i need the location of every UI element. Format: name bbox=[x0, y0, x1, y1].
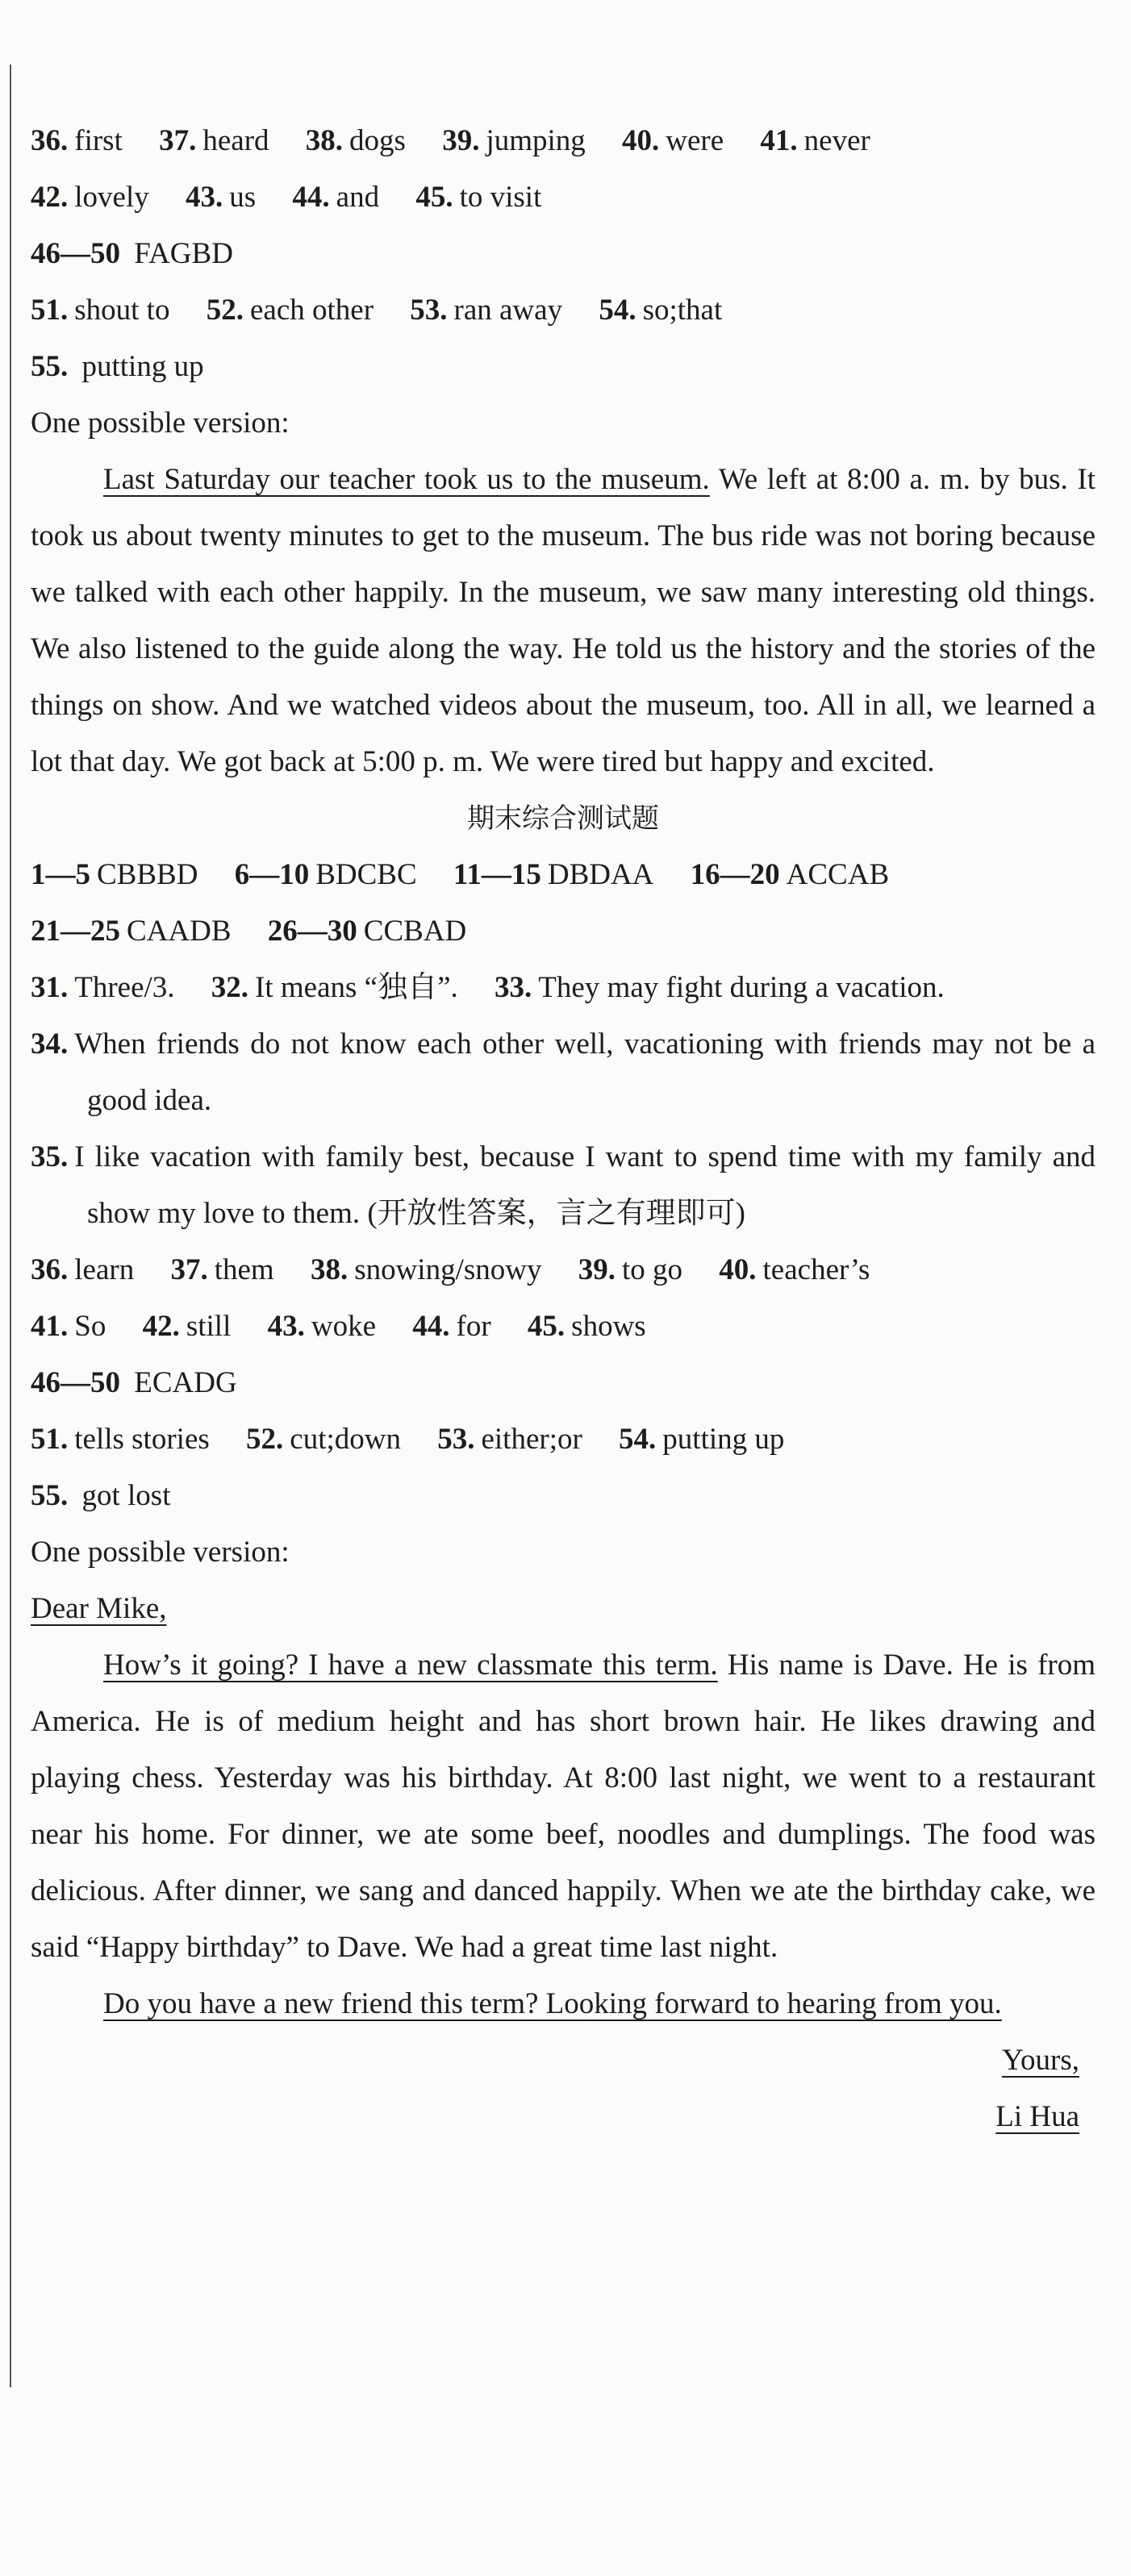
question-number: 51. bbox=[31, 294, 69, 327]
answer-item bbox=[599, 294, 722, 327]
answer-text: shout to bbox=[74, 294, 170, 327]
essay-body: We left at 8:00 a. m. by bus. It took us about twenty minutes to get to the museum. The bus ride was not boring because we talked with each other happily. In the museum, we saw many interesting old things. We also listened to the guide along the way. He told us the history and the stories of the things on show. And we watched videos about the museum, too. All in all, we learned a lot that day. We got back at 5:00 p. m. We were tired but happy and excited. bbox=[31, 463, 1096, 778]
answer-text: Three/3. bbox=[74, 971, 175, 1004]
question-number: 33. bbox=[495, 971, 532, 1004]
answer-item bbox=[622, 124, 724, 157]
answer-text: snowing/snowy bbox=[354, 1253, 542, 1286]
question-number: 6—10 bbox=[234, 858, 310, 891]
answer-text: jumping bbox=[486, 124, 586, 157]
letter-closing-text: Do you have a new friend this term? Looking forward to hearing from you. bbox=[103, 1987, 1002, 2020]
answer-text: When friends do not know each other well, vacationing with friends may not be a good idea. bbox=[74, 1027, 1096, 1117]
answer-text: So bbox=[74, 1310, 106, 1343]
question-number: 42. bbox=[142, 1310, 180, 1343]
question-number: 31. bbox=[31, 971, 69, 1004]
question-number: 55. bbox=[31, 350, 69, 383]
answer-item bbox=[31, 971, 175, 1004]
question-number: 39. bbox=[442, 124, 480, 157]
answer-text: heard bbox=[202, 124, 269, 157]
question-number: 26—30 bbox=[267, 915, 357, 948]
answer-text: woke bbox=[311, 1310, 377, 1343]
question-number: 42. bbox=[31, 181, 69, 214]
version-label: One possible version: bbox=[31, 406, 290, 440]
answer-text: putting up bbox=[662, 1423, 785, 1456]
answer-item bbox=[306, 124, 406, 157]
answer-item bbox=[31, 1253, 134, 1286]
letter-topic-sentence: How’s it going? I have a new classmate this term. bbox=[103, 1649, 718, 1682]
question-number: 41. bbox=[31, 1310, 69, 1343]
answer-item bbox=[410, 294, 562, 327]
answer-item bbox=[415, 181, 541, 214]
answer-text: learn bbox=[74, 1253, 135, 1286]
question-number: 52. bbox=[246, 1423, 284, 1456]
question-number: 54. bbox=[619, 1423, 657, 1456]
answer-item bbox=[619, 1423, 784, 1456]
question-number: 36. bbox=[31, 124, 69, 157]
answer-item bbox=[437, 1423, 582, 1456]
question-number: 37. bbox=[159, 124, 197, 157]
question-number: 37. bbox=[170, 1253, 208, 1286]
answer-text: never bbox=[803, 124, 870, 157]
answer-text: to visit bbox=[459, 181, 542, 214]
question-number: 38. bbox=[305, 124, 344, 157]
answer-item bbox=[495, 971, 945, 1004]
essay-paragraph bbox=[31, 452, 1096, 790]
question-number: 51. bbox=[31, 1423, 69, 1456]
answer-item bbox=[31, 294, 169, 327]
answer-text: ran away bbox=[453, 294, 563, 327]
answer-text: I like vacation with family best, because I want to spend time with my family and show my love to them. (开放性答案，言之有理即可) bbox=[74, 1140, 1096, 1230]
answer-item bbox=[442, 124, 586, 157]
answer-text: DBDAA bbox=[547, 858, 654, 891]
letter-signature: Li Hua bbox=[995, 2100, 1079, 2133]
answer-text: CCBAD bbox=[363, 915, 467, 948]
answer-item bbox=[207, 294, 374, 327]
answer-item bbox=[528, 1310, 646, 1343]
question-number: 52. bbox=[206, 294, 244, 327]
answer-item bbox=[578, 1253, 682, 1286]
answer-item bbox=[412, 1310, 490, 1343]
answer-text: dogs bbox=[349, 124, 406, 157]
answer-row bbox=[31, 1298, 1096, 1355]
section-title: 期末综合测试题 bbox=[467, 802, 659, 835]
question-number: 36. bbox=[31, 1253, 69, 1286]
question-number: 11—15 bbox=[453, 858, 541, 891]
question-number: 1—5 bbox=[31, 858, 90, 891]
answer-item bbox=[170, 1253, 273, 1286]
question-number: 43. bbox=[185, 181, 223, 214]
answer-paragraph bbox=[31, 1129, 1096, 1242]
answer-text: so;that bbox=[642, 294, 723, 327]
answer-text: still bbox=[186, 1310, 232, 1343]
question-number: 46—50 bbox=[31, 1366, 120, 1399]
answer-item bbox=[31, 181, 149, 214]
essay-topic-sentence: Last Saturday our teacher took us to the museum. bbox=[103, 463, 710, 496]
question-number: 53. bbox=[437, 1423, 475, 1456]
answer-text: first bbox=[74, 124, 123, 157]
question-number: 43. bbox=[267, 1310, 305, 1343]
answer-item bbox=[31, 124, 123, 157]
letter-paragraph bbox=[31, 1637, 1096, 1976]
question-number: 39. bbox=[578, 1253, 616, 1286]
answer-row bbox=[31, 169, 1096, 226]
answer-text: each other bbox=[249, 294, 374, 327]
answer-row bbox=[31, 903, 1096, 960]
letter-salutation: Dear Mike, bbox=[31, 1592, 167, 1625]
answer-item bbox=[31, 915, 232, 948]
answer-text: cut;down bbox=[290, 1423, 401, 1456]
answer-item bbox=[211, 971, 458, 1004]
answer-item bbox=[186, 181, 256, 214]
answer-row bbox=[31, 1411, 1096, 1468]
answer-item bbox=[31, 1310, 106, 1343]
answer-text: to go bbox=[622, 1253, 683, 1286]
question-number: 16—20 bbox=[690, 858, 780, 891]
answer-text: were bbox=[666, 124, 724, 157]
question-number: 46—50 bbox=[31, 237, 120, 270]
question-number: 45. bbox=[415, 181, 453, 214]
question-number: 45. bbox=[527, 1310, 566, 1343]
question-number: 40. bbox=[719, 1253, 757, 1286]
answer-item bbox=[31, 858, 198, 891]
answer-text: lovely bbox=[74, 181, 149, 214]
question-number: 55. bbox=[31, 1479, 69, 1512]
answer-item bbox=[719, 1253, 870, 1286]
answer-item bbox=[159, 124, 269, 157]
answer-item bbox=[691, 858, 889, 891]
answer-row bbox=[31, 1355, 1096, 1411]
answer-item bbox=[235, 858, 417, 891]
answer-page bbox=[31, 113, 1096, 2145]
answer-item bbox=[268, 915, 466, 948]
question-number: 53. bbox=[410, 294, 448, 327]
answer-text: putting up bbox=[81, 350, 204, 383]
answer-text: for bbox=[456, 1310, 491, 1343]
answer-paragraph bbox=[31, 1016, 1096, 1129]
answer-text: got lost bbox=[81, 1479, 171, 1512]
question-number: 38. bbox=[310, 1253, 348, 1286]
question-number: 34. bbox=[31, 1027, 69, 1061]
question-number: 35. bbox=[31, 1140, 69, 1173]
answer-text: us bbox=[229, 181, 257, 214]
answer-text: them bbox=[214, 1253, 274, 1286]
answer-item bbox=[453, 858, 654, 891]
answer-text: They may fight during a vacation. bbox=[538, 971, 945, 1004]
answer-text: either;or bbox=[481, 1423, 582, 1456]
answer-row bbox=[31, 339, 1096, 395]
answer-text: It means “独自”. bbox=[255, 971, 458, 1004]
question-number: 32. bbox=[211, 971, 249, 1004]
question-number: 21—25 bbox=[31, 915, 120, 948]
question-number: 44. bbox=[412, 1310, 450, 1343]
letter-closing-paragraph bbox=[31, 1976, 1096, 2032]
answer-row bbox=[31, 960, 1096, 1016]
answer-row bbox=[31, 282, 1096, 339]
answer-text: CAADB bbox=[127, 915, 232, 948]
answer-item bbox=[268, 1310, 376, 1343]
question-number: 41. bbox=[760, 124, 798, 157]
answer-text: ECADG bbox=[134, 1366, 237, 1399]
answer-text: FAGBD bbox=[134, 237, 233, 270]
answer-item bbox=[31, 1423, 210, 1456]
answer-item bbox=[311, 1253, 542, 1286]
answer-row bbox=[31, 1468, 1096, 1524]
answer-row bbox=[31, 1242, 1096, 1298]
answer-text: CBBBD bbox=[97, 858, 198, 891]
answer-text: teacher’s bbox=[762, 1253, 870, 1286]
answer-text: ACCAB bbox=[786, 858, 890, 891]
answer-row bbox=[31, 113, 1096, 169]
answer-text: shows bbox=[571, 1310, 646, 1343]
answer-text: and bbox=[336, 181, 380, 214]
answer-text: tells stories bbox=[74, 1423, 210, 1456]
answer-text: BDCBC bbox=[315, 858, 417, 891]
answer-row bbox=[31, 226, 1096, 282]
letter-closing: Yours, bbox=[1002, 2044, 1079, 2077]
answer-item bbox=[246, 1423, 401, 1456]
version-label: One possible version: bbox=[31, 1536, 290, 1569]
letter-body: His name is Dave. He is from America. He is of medium height and has short brown hair. He likes drawing and playing chess. Yesterday was his birthday. At 8:00 last night, we went to a restaurant near his home. For dinner, we ate some beef, noodles and dumplings. The food was delicious. After dinner, we sang and danced happily. When we ate the birthday cake, we said “Happy birthday” to Dave. We had a great time last night. bbox=[31, 1649, 1096, 1964]
question-number: 54. bbox=[599, 294, 636, 327]
answer-item bbox=[760, 124, 870, 157]
left-margin-rule bbox=[10, 65, 11, 2387]
answer-item bbox=[143, 1310, 232, 1343]
question-number: 40. bbox=[622, 124, 660, 157]
answer-row bbox=[31, 847, 1096, 903]
question-number: 44. bbox=[292, 181, 330, 214]
answer-item bbox=[292, 181, 379, 214]
